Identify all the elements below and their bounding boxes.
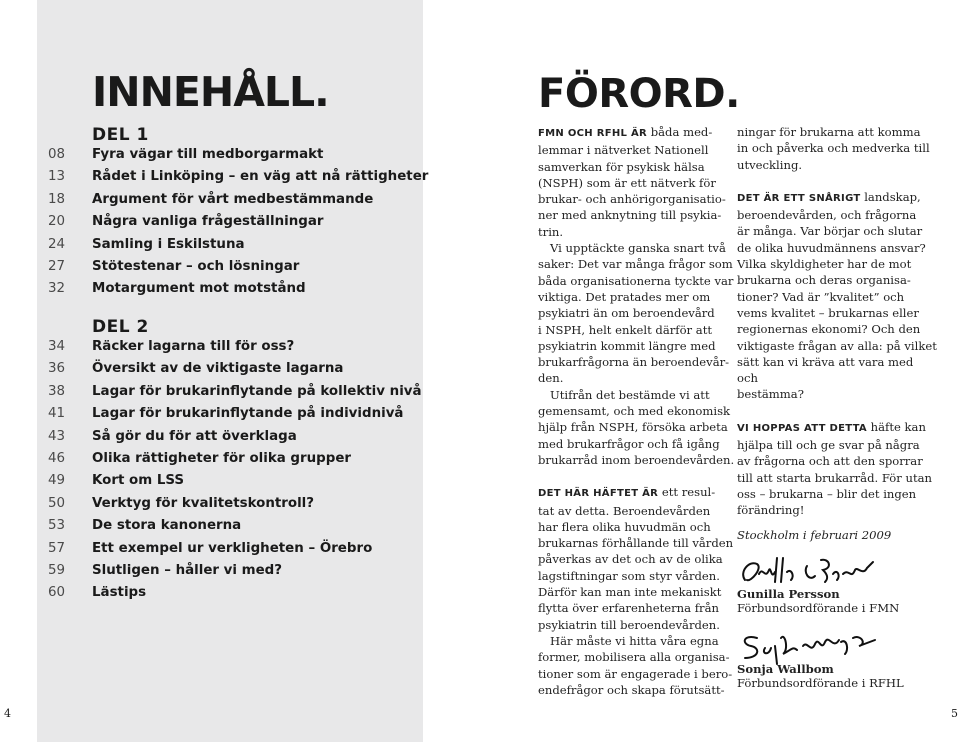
toc-page-number: 43 <box>48 428 66 444</box>
page-number-right: 5 <box>951 707 958 720</box>
toc-entry[interactable] <box>0 429 423 451</box>
foreword-column-1 <box>538 124 738 698</box>
signer-name: Gunilla Persson <box>737 587 840 601</box>
signer-1 <box>737 587 899 615</box>
part-heading-1: DEL 1 <box>92 125 149 145</box>
toc-entry-title: Så gör du för att överklaga <box>92 428 297 444</box>
toc-entry-title: Samling i Eskilstuna <box>92 236 245 252</box>
paragraph-7 <box>737 189 937 403</box>
toc-page-number: 13 <box>48 169 66 185</box>
toc-page-number: 41 <box>48 406 66 422</box>
toc-entry-title: Kort om LSS <box>92 473 185 489</box>
toc-page-number: 24 <box>48 236 66 252</box>
paragraph-text: båda med- lemmar i nätverket Nationell samverkan för psykisk hälsa (NSPH) som är ett nätverk för brukar- och anhörigorganisatio- ner med anknytning till psykia- trin. <box>538 125 726 239</box>
paragraph-text: Vi upptäckte ganska snart två saker: Det var många frågor som båda organisationerna tyckte var viktiga. Det pratades mer om psykiatri än om beroendevård i NSPH, helt enkelt därför att psykiatrin kommit längre med brukarfrågorna än beroendevår- den. <box>538 241 734 386</box>
signature-sonja <box>737 628 887 666</box>
toc-page-number: 49 <box>48 473 66 489</box>
toc-entry[interactable] <box>0 214 423 236</box>
paragraph-3 <box>538 387 738 468</box>
paragraph-6 <box>737 124 937 173</box>
toc-entry[interactable] <box>0 541 423 563</box>
paragraph-8 <box>737 419 937 519</box>
toc-page-number: 59 <box>48 563 66 578</box>
toc-entry[interactable] <box>0 585 423 607</box>
paragraph-lead: VI HOPPAS ATT DETTA <box>737 422 867 434</box>
toc-page-number: 50 <box>48 495 66 511</box>
toc-entry[interactable] <box>0 406 423 428</box>
page-number-left: 4 <box>4 707 11 720</box>
paragraph-1 <box>538 124 738 240</box>
toc-entry-title: Lagar för brukarinflytande på kollektiv nivå <box>92 383 422 399</box>
toc-page-number: 08 <box>48 147 66 162</box>
toc-page-number: 20 <box>48 214 66 230</box>
toc-entry[interactable] <box>0 169 429 191</box>
paragraph-text: landskap, beroendevården, och frågorna är många. Var börjar och slutar de olika huvudmännens ansvar? Vilka skyldigheter har de mot brukarna och deras organisa- tioner? Vad är ”kvalitet” och vems kvalitet – brukarnas eller regionernas ekonomi? Och den viktigaste frågan av alla: på vilket sätt kan vi kräva att vara med och bestämma? <box>737 189 937 402</box>
paragraph-text: ett resul- tat av detta. Beroendevården har flera olika huvudmän och brukarnas förhållande till vården påverkas av det och av de olika lagstiftningar som styr vården. Därför kan man inte mekaniskt flytta över erfarenheterna från psykiatrin till beroendevården. <box>538 485 734 632</box>
paragraph-lead: DET HÄR HÄFTET ÄR <box>538 488 659 500</box>
toc-entry[interactable] <box>0 384 423 406</box>
toc-page-number: 36 <box>48 361 66 377</box>
toc-entry[interactable] <box>0 237 423 259</box>
part-heading-2: DEL 2 <box>92 317 149 337</box>
toc-page-number: 18 <box>48 191 66 207</box>
signature-gunilla <box>737 552 887 590</box>
signer-2 <box>737 662 904 690</box>
toc-entry-title: Rådet i Linköping – en väg att nå rättigheter <box>92 169 429 185</box>
toc-entry[interactable] <box>0 147 423 169</box>
toc-entry-title: Olika rättigheter för olika grupper <box>92 451 351 466</box>
signer-role: Förbundsordförande i FMN <box>737 601 900 615</box>
paragraph-5 <box>538 633 738 698</box>
toc-page-number: 27 <box>48 259 66 274</box>
paragraph-text: Utifrån det bestämde vi att gemensamt, och med ekonomisk hjälp från NSPH, försöka arbeta med brukarfrågor och få igång brukarråd inom beroendevården. <box>538 387 735 467</box>
paragraph-2 <box>538 240 738 387</box>
paragraph-text: ningar för brukarna att komma in och påverka och medverka till utveckling. <box>737 125 930 172</box>
paragraph-text: Här måste vi hitta våra egna former, mobilisera alla organisa- tioner som är engagerade i bero- endefrågor och skapa förutsätt- <box>538 633 733 697</box>
toc-page-number: 38 <box>48 383 66 399</box>
toc-entry[interactable] <box>0 361 423 383</box>
toc-entry-title: Stötestenar – och lösningar <box>92 259 300 274</box>
paragraph-lead: FMN OCH RFHL ÄR <box>538 128 648 139</box>
toc-entry-title: Lagar för brukarinflytande på individnivå <box>92 406 404 422</box>
toc-entry-title: Översikt av de viktigaste lagarna <box>92 361 344 377</box>
toc-entry-title: Argument för vårt medbestämmande <box>92 191 374 207</box>
toc-entry[interactable] <box>0 281 423 303</box>
handwritten-signature-icon <box>737 628 887 666</box>
toc-page-number: 46 <box>48 451 66 466</box>
toc-entry-title: Räcker lagarna till för oss? <box>92 339 295 354</box>
toc-entry-title: Motargument mot motstånd <box>92 281 306 297</box>
foreword-column-2 <box>737 124 937 519</box>
toc-entry[interactable] <box>0 192 423 214</box>
paragraph-text: häfte kan hjälpa till och ge svar på några av frågorna och att den sporrar till att starta brukarråd. För utan oss – brukarna – blir det ingen förändring! <box>737 419 932 518</box>
paragraph-4 <box>538 484 738 633</box>
toc-entry-title: De stora kanonerna <box>92 518 242 534</box>
toc-entry[interactable] <box>0 451 423 473</box>
signer-role: Förbundsordförande i RFHL <box>737 676 904 690</box>
toc-title: INNEHÅLL. <box>92 68 329 116</box>
toc-entry-title: Lästips <box>92 585 147 601</box>
toc-entry-title: Fyra vägar till medborgarmakt <box>92 147 324 162</box>
handwritten-signature-icon <box>737 552 887 590</box>
toc-page-number: 34 <box>48 339 66 354</box>
toc-entry[interactable] <box>0 339 423 361</box>
toc-entry[interactable] <box>0 518 423 540</box>
dateline: Stockholm i februari 2009 <box>737 528 892 542</box>
toc-entry-title: Några vanliga frågeställningar <box>92 214 324 230</box>
toc-page-number: 60 <box>48 585 66 601</box>
toc-entry[interactable] <box>0 259 423 281</box>
toc-entry[interactable] <box>0 473 423 495</box>
toc-entry[interactable] <box>0 563 423 585</box>
toc-entry-title: Ett exempel ur verkligheten – Örebro <box>92 540 373 556</box>
paragraph-lead: DET ÄR ETT SNÅRIGT <box>737 192 861 204</box>
toc-page-number: 53 <box>48 518 66 534</box>
toc-page-number: 32 <box>48 281 66 297</box>
toc-page-number: 57 <box>48 540 66 556</box>
signer-name: Sonja Wallbom <box>737 662 834 676</box>
foreword-title: FÖRORD. <box>538 71 740 117</box>
toc-entry-title: Slutligen – håller vi med? <box>92 563 283 578</box>
toc-entry[interactable] <box>0 496 423 518</box>
toc-entry-title: Verktyg för kvalitetskontroll? <box>92 495 315 511</box>
